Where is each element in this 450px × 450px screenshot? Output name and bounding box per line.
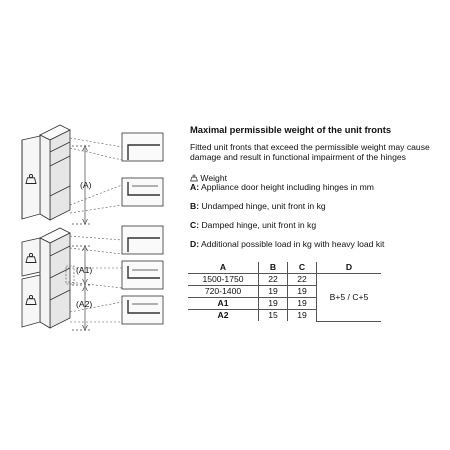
legend-a — [190, 182, 374, 192]
table-cell: 22 — [259, 274, 288, 286]
table-cell: 19 — [288, 310, 317, 322]
table-header-d: D — [317, 262, 382, 274]
weight-icon — [190, 174, 198, 182]
table-header-a: A — [188, 262, 259, 274]
legend-c — [190, 220, 316, 230]
legend-a-text: Appliance door height including hinges in mm — [201, 182, 374, 192]
info-title: Maximal permissible weight of the unit fronts — [190, 124, 392, 135]
weight-table — [188, 262, 381, 322]
legend-d — [190, 239, 384, 249]
legend-d-text: Additional possible load in kg with heavy load kit — [201, 239, 385, 249]
dimension-a1-a2 — [72, 246, 92, 330]
legend-a-key: A: — [190, 182, 200, 192]
legend-weight-text: Weight — [200, 173, 227, 183]
double-door-appliance — [22, 228, 70, 328]
table-row — [188, 274, 381, 286]
dimension-label-a: (A) — [80, 180, 92, 190]
legend-d-key: D: — [190, 239, 200, 249]
table-cell-d: B+5 / C+5 — [317, 274, 382, 322]
table-cell: 19 — [259, 286, 288, 298]
table-cell: 720-1400 — [188, 286, 259, 298]
hinge-detail-icon — [122, 133, 163, 206]
table-cell: 1500-1750 — [188, 274, 259, 286]
table-cell: A2 — [188, 310, 259, 322]
table-header-b: B — [259, 262, 288, 274]
legend-b — [190, 201, 326, 211]
legend-b-text: Undamped hinge, unit front in kg — [201, 201, 326, 211]
dimension-label-a2: (A2) — [76, 299, 93, 309]
legend-c-key: C: — [190, 220, 200, 230]
legend-c-text: Damped hinge, unit front in kg — [201, 220, 317, 230]
table-cell: A1 — [188, 298, 259, 310]
dimension-label-a1: (A1) — [76, 265, 93, 275]
legend-b-key: B: — [190, 201, 200, 211]
table-header-row — [188, 262, 381, 274]
table-cell: 19 — [288, 298, 317, 310]
table-cell: 19 — [288, 286, 317, 298]
table-cell: 22 — [288, 274, 317, 286]
table-cell: 19 — [259, 298, 288, 310]
info-intro: Fitted unit fronts that exceed the permissible weight may cause damage and result in functional impairment of the hinges — [190, 142, 430, 162]
hinge-detail-icon — [122, 226, 163, 324]
table-header-c: C — [288, 262, 317, 274]
single-door-appliance — [22, 125, 70, 220]
table-cell: 15 — [259, 310, 288, 322]
